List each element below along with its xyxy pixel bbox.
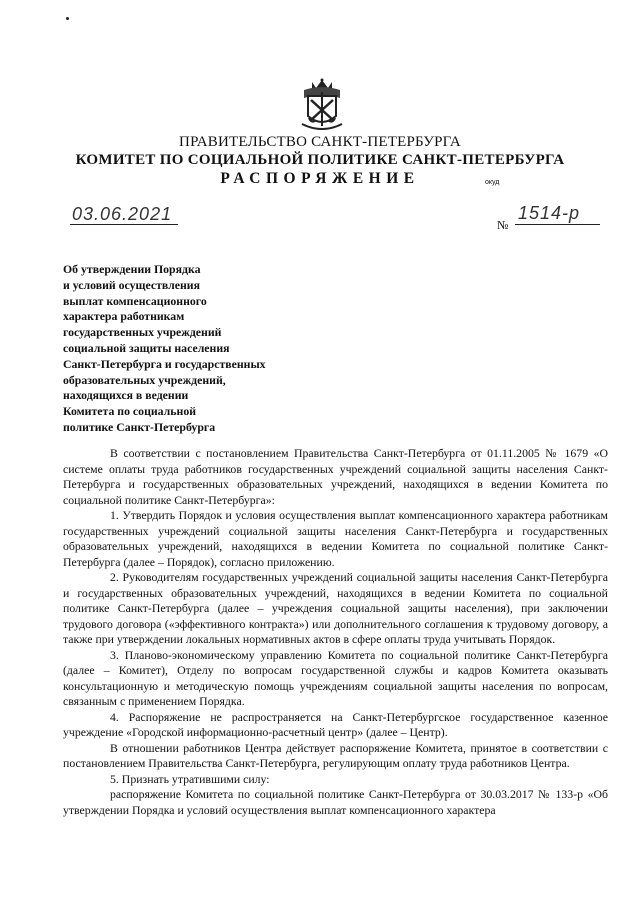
title-line: характера работникам (63, 309, 185, 324)
title-line: Комитета по социальной (63, 404, 197, 419)
title-line: Об утверждении Порядка (63, 262, 201, 276)
clause-5-paragraph: 5. Признать утратившими силу: (110, 771, 270, 786)
title-line: государственных учреждений (63, 325, 222, 340)
government-heading: ПРАВИТЕЛЬСТВО САНКТ-ПЕТЕРБУРГА (179, 134, 461, 150)
title-line: выплат компенсационного (63, 293, 207, 308)
date-underline (70, 224, 178, 225)
committee-heading: КОМИТЕТ ПО СОЦИАЛЬНОЙ ПОЛИТИКЕ САНКТ-ПЕТЕРБУРГА (75, 152, 565, 168)
clause-4-paragraph: 4. Распоряжение не распространяется на Санкт-Петербургское государственное казенное учреждение «Городской информационно-расчетный центр» (далее – Центр). (63, 709, 608, 739)
clause-5-item-paragraph: распоряжение Комитета по социальной политике Санкт-Петербурга от 30.03.2017 № 133-р «Об утверждении Порядка и условий осуществления выплат компенсационного характера (63, 787, 608, 817)
preamble-paragraph: В соответствии с постановлением Правительства Санкт-Петербурга от 01.11.2005 № 1679 «О системе оплаты труда работников государственных учреждений социальной защиты населения Санкт-Петербурга и государственных образовательных учреждений, находящихся в ведении Комитета по социальной политике Санкт-Петербурга»: (63, 446, 608, 507)
title-line: Санкт-Петербурга и государственных (63, 356, 266, 371)
title-line: образовательных учреждений, (63, 372, 226, 387)
title-line: политике Санкт-Петербурга (63, 419, 216, 434)
document-type-heading: РАСПОРЯЖЕНИЕ (220, 170, 420, 187)
title-line: и условий осуществления (63, 277, 200, 292)
okud-mark: окуд (485, 179, 500, 186)
number-underline (515, 224, 600, 225)
title-line: находящихся в ведении (63, 388, 189, 403)
document-date: 03.06.2021 (72, 204, 173, 224)
coat-of-arms-emblem (296, 78, 348, 134)
title-line: социальной защиты населения (63, 340, 230, 355)
clause-3-paragraph: 3. Планово-экономическому управлению Комитета по социальной политике Санкт-Петербурга (далее – Комитет), Отделу по вопросам государственной службы и кадров Комитета оказывать консультационную и методическую помощь учреждениям социальной защиты населения по вопросам, связанным с применением Порядка. (63, 647, 608, 708)
clause-1-paragraph: 1. Утвердить Порядок и условия осуществления выплат компенсационного характера работникам государственных учреждений социальной защиты населения Санкт-Петербурга и государственных образовательных учреждений, находящихся в ведении Комитета по социальной политике Санкт-Петербурга (далее – Порядок), согласно приложению. (63, 508, 608, 569)
scan-speck (66, 17, 69, 20)
document-body (63, 446, 608, 818)
clause-2-paragraph: 2. Руководителям государственных учреждений социальной защиты населения Санкт-Петербурга и государственных образовательных учреждений, находящихся в ведении Комитета по социальной политике Санкт-Петербурга (далее – учреждения социальной защиты населения), при заключении трудового договора («эффективного контракта») или дополнительного соглашения к трудовому договору, а также при утверждении локальных нормативных актов в сфере оплаты труда учитывать Порядок. (63, 570, 608, 646)
document-title (63, 262, 363, 436)
number-label: № (497, 218, 509, 232)
document-number: 1514-р (518, 203, 581, 223)
clause-4-note-paragraph: В отношении работников Центра действует распоряжение Комитета, принятое в соответствии с постановлением Правительства Санкт-Петербурга, регулирующим оплату труда работников Центра. (63, 740, 608, 770)
